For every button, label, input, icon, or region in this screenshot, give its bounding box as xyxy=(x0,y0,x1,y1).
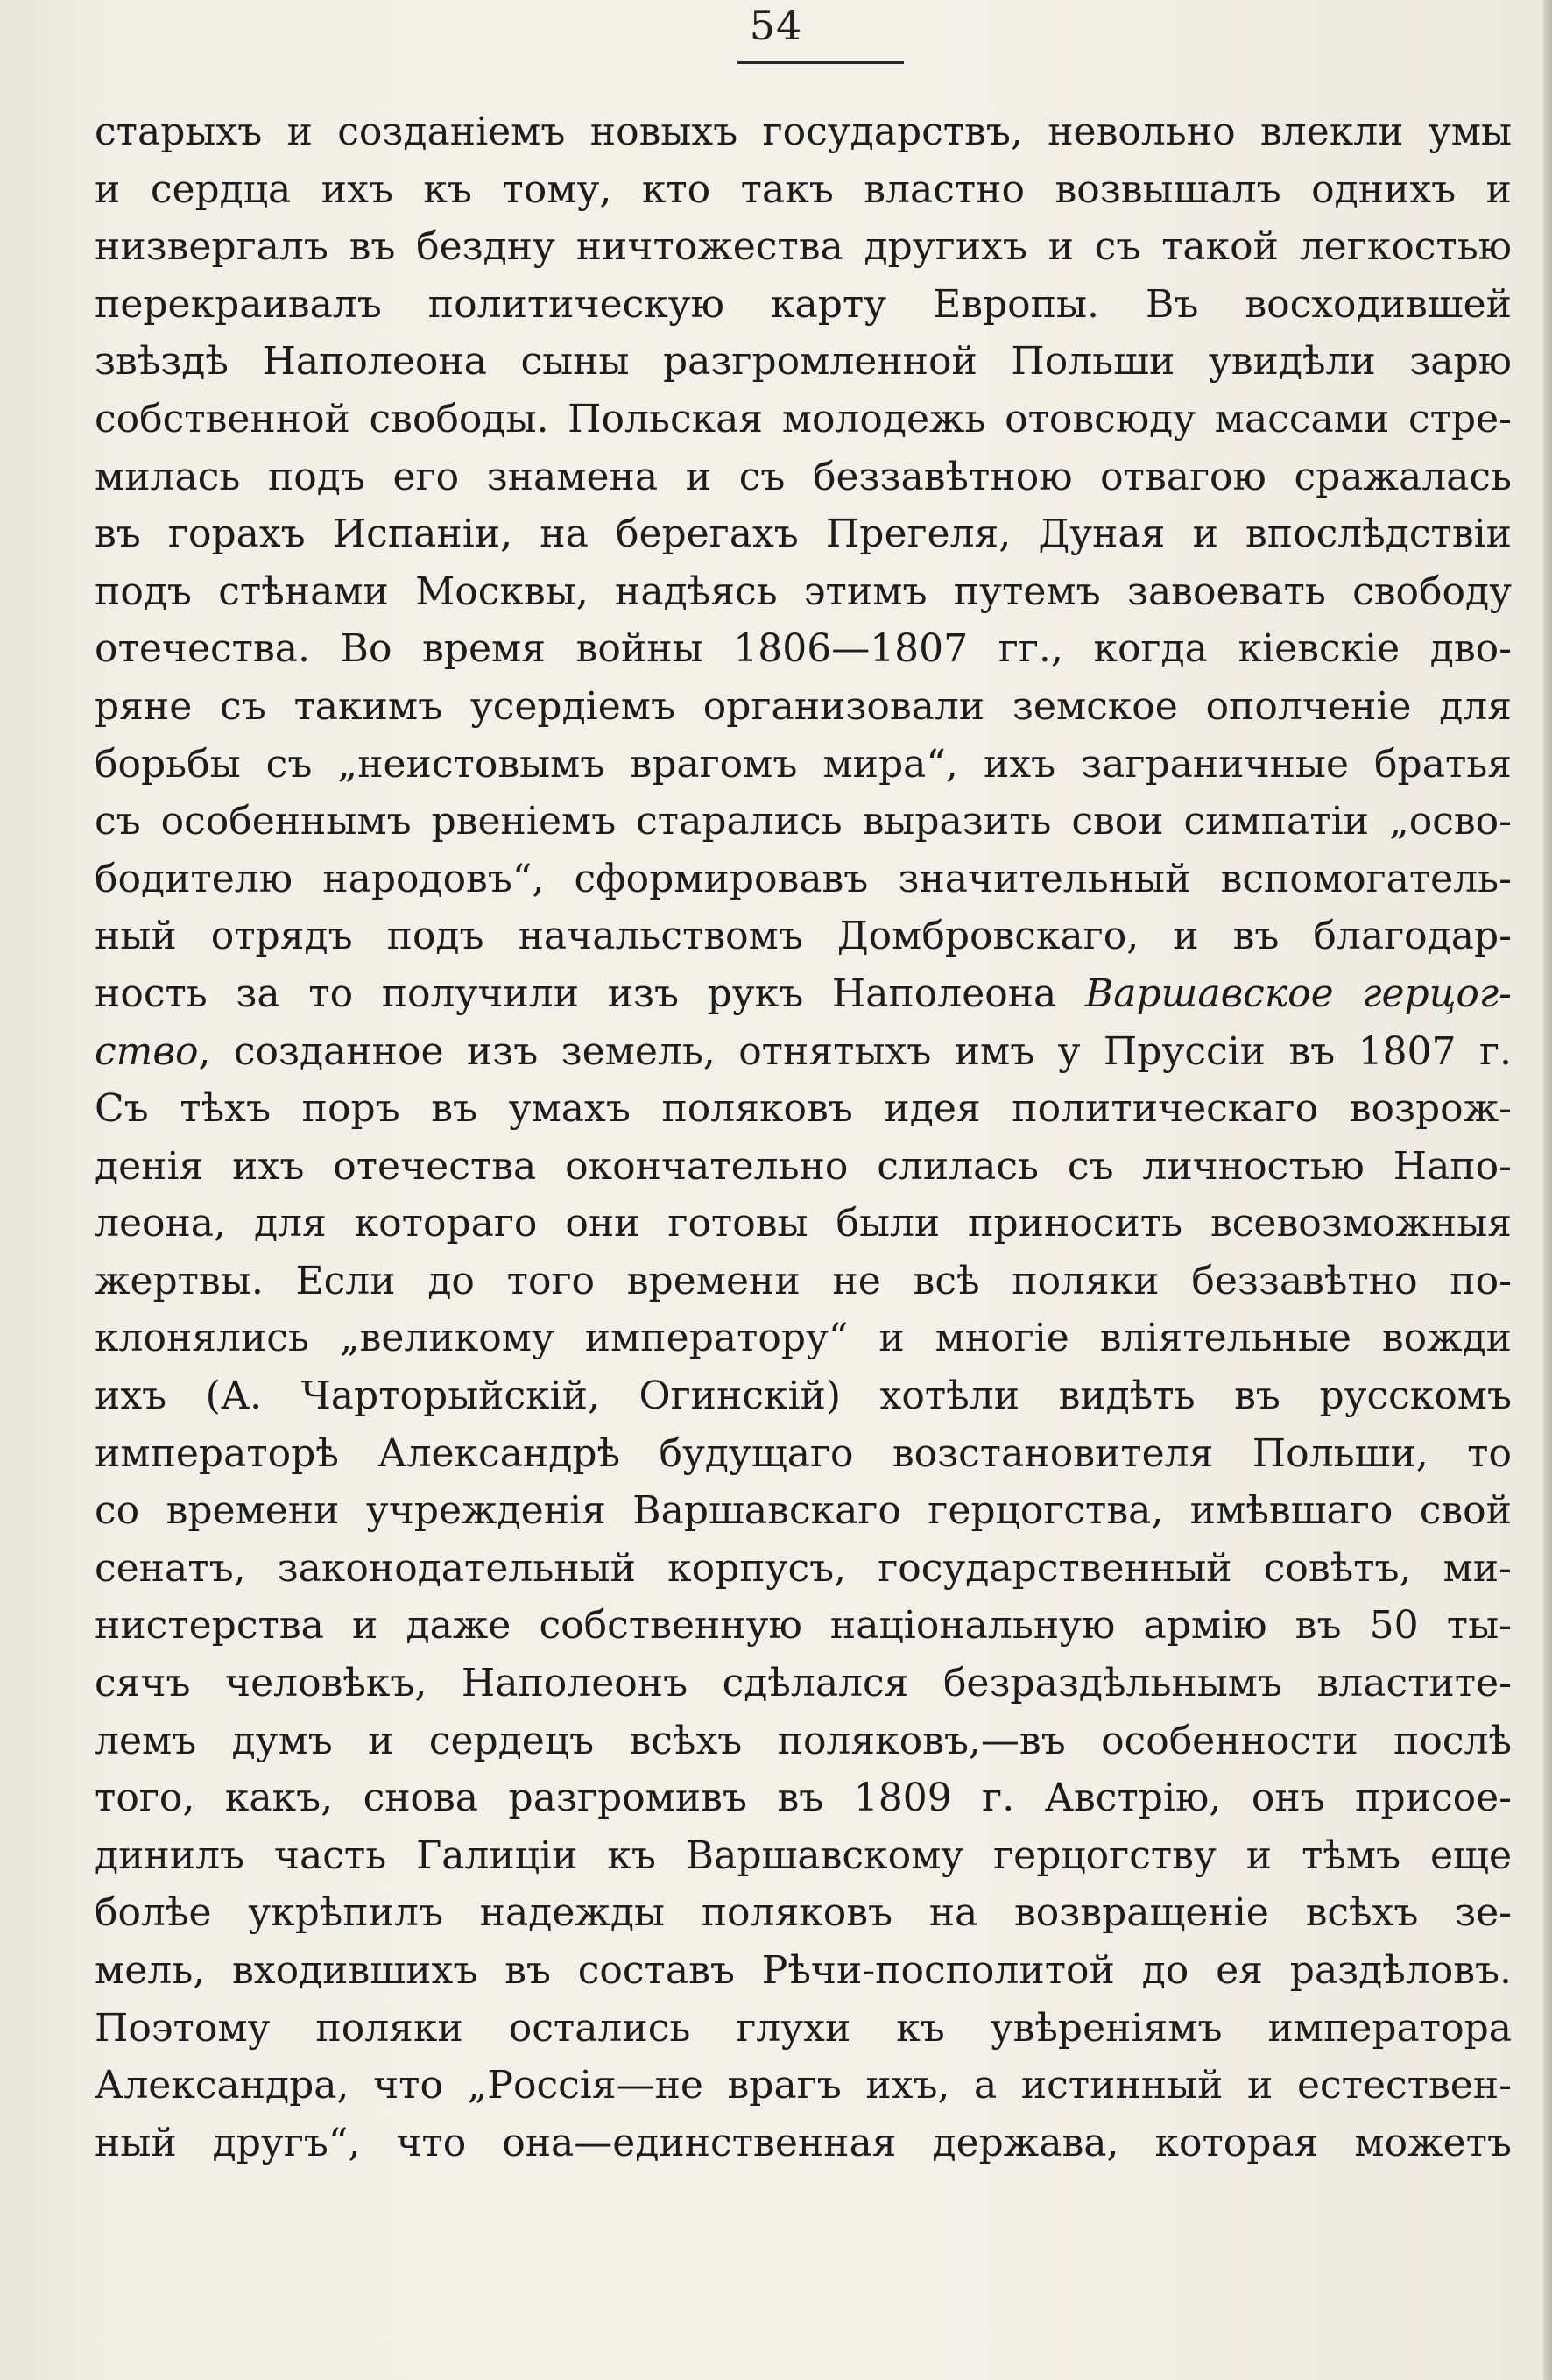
page-number: 54 xyxy=(749,2,803,49)
body-text xyxy=(95,103,1512,2172)
text-line: денія ихъ отечества окончательно слилась съ личностью Напо- xyxy=(95,1143,1512,1189)
text-line: ряне съ такимъ усердіемъ организовали земское ополченіе для xyxy=(95,683,1512,729)
text-line: динилъ часть Галиціи къ Варшавскому герцогству и тѣмъ еще xyxy=(95,1833,1512,1878)
text-line: низвергалъ въ бездну ничтожества другихъ и съ такой легкостью xyxy=(95,224,1512,270)
text-line: бодителю народовъ“, сформировавъ значительный вспомогатель- xyxy=(95,856,1512,901)
text-line: императорѣ Александрѣ будущаго возстановителя Польши, то xyxy=(95,1430,1512,1476)
text-line: съ особеннымъ рвеніемъ старались выразить свои симпатіи „осво- xyxy=(95,799,1512,844)
text-line: отечества. Во время войны 1806—1807 гг., когда кіевскіе дво- xyxy=(95,626,1512,672)
text-line: борьбы съ „неистовымъ врагомъ мира“, ихъ заграничные братья xyxy=(95,741,1512,787)
text-line: ный отрядъ подъ начальствомъ Домбровскаго, и въ благодар- xyxy=(95,914,1512,959)
text-line: въ горахъ Испаніи, на берегахъ Прегеля, Дуная и впослѣдствіи xyxy=(95,512,1512,557)
page-edge xyxy=(1543,0,1552,2380)
text-line: сенатъ, законодательный корпусъ, государственный совѣтъ, ми- xyxy=(95,1545,1512,1591)
text-line: лемъ думъ и сердецъ всѣхъ поляковъ,—въ особенности послѣ xyxy=(95,1718,1512,1763)
text-line: ихъ (А. Чарторыйскій, Огинскій) хотѣли видѣть въ русскомъ xyxy=(95,1374,1512,1419)
italic-title: Варшавское герцог- xyxy=(1084,971,1512,1016)
italic-title: ство xyxy=(95,1028,199,1074)
text-line: со времени учрежденія Варшавскаго герцогства, имѣвшаго свой xyxy=(95,1488,1512,1534)
text-line: жертвы. Если до того времени не всѣ поляки беззавѣтно по- xyxy=(95,1258,1512,1303)
text-line: леона, для котораго они готовы были приносить всевозможныя xyxy=(95,1201,1512,1246)
text-line: ный другъ“, что она—единственная держава, которая можетъ xyxy=(95,2120,1512,2165)
text-line: сячъ человѣкъ, Наполеонъ сдѣлался безраздѣльнымъ властите- xyxy=(95,1661,1512,1706)
text-line: подъ стѣнами Москвы, надѣясь этимъ путемъ завоевать свободу xyxy=(95,569,1512,614)
text-line: мель, входившихъ въ составъ Рѣчи-посполитой до ея раздѣловъ. xyxy=(95,1948,1512,1993)
text-line: ность за то получили изъ рукъ Наполеона Варшавское герцог- xyxy=(95,971,1512,1016)
text-line: собственной свободы. Польская молодежь отовсюду массами стре- xyxy=(95,396,1512,441)
text-line: Съ тѣхъ поръ въ умахъ поляковъ идея политическаго возрож- xyxy=(95,1086,1512,1132)
text-line: нистерства и даже собственную національную армію въ 50 ты- xyxy=(95,1603,1512,1649)
text-line: старыхъ и созданіемъ новыхъ государствъ, невольно влекли умы xyxy=(95,109,1512,154)
text-line: перекраивалъ политическую карту Европы. Въ восходившей xyxy=(95,281,1512,327)
text-line: клонялись „великому императору“ и многіе вліятельные вожди xyxy=(95,1316,1512,1361)
text-line: звѣздѣ Наполеона сыны разгромленной Польши увидѣли зарю xyxy=(95,339,1512,385)
text-line: Поэтому поляки остались глухи къ увѣреніямъ императора xyxy=(95,2005,1512,2051)
text-line: болѣе укрѣпилъ надежды поляковъ на возвращеніе всѣхъ зе- xyxy=(95,1890,1512,1936)
text-line: милась подъ его знамена и съ беззавѣтною отвагою сражалась xyxy=(95,454,1512,499)
header-rule xyxy=(737,61,904,64)
text-line: того, какъ, снова разгромивъ въ 1809 г. Австрію, онъ присое- xyxy=(95,1776,1512,1821)
text-line: ство, созданное изъ земель, отнятыхъ имъ у Пруссіи въ 1807 г. xyxy=(95,1028,1512,1074)
text-line: и сердца ихъ къ тому, кто такъ властно возвышалъ однихъ и xyxy=(95,166,1512,212)
text-line: Александра, что „Россія—не врагъ ихъ, а истинный и естествен- xyxy=(95,2063,1512,2108)
